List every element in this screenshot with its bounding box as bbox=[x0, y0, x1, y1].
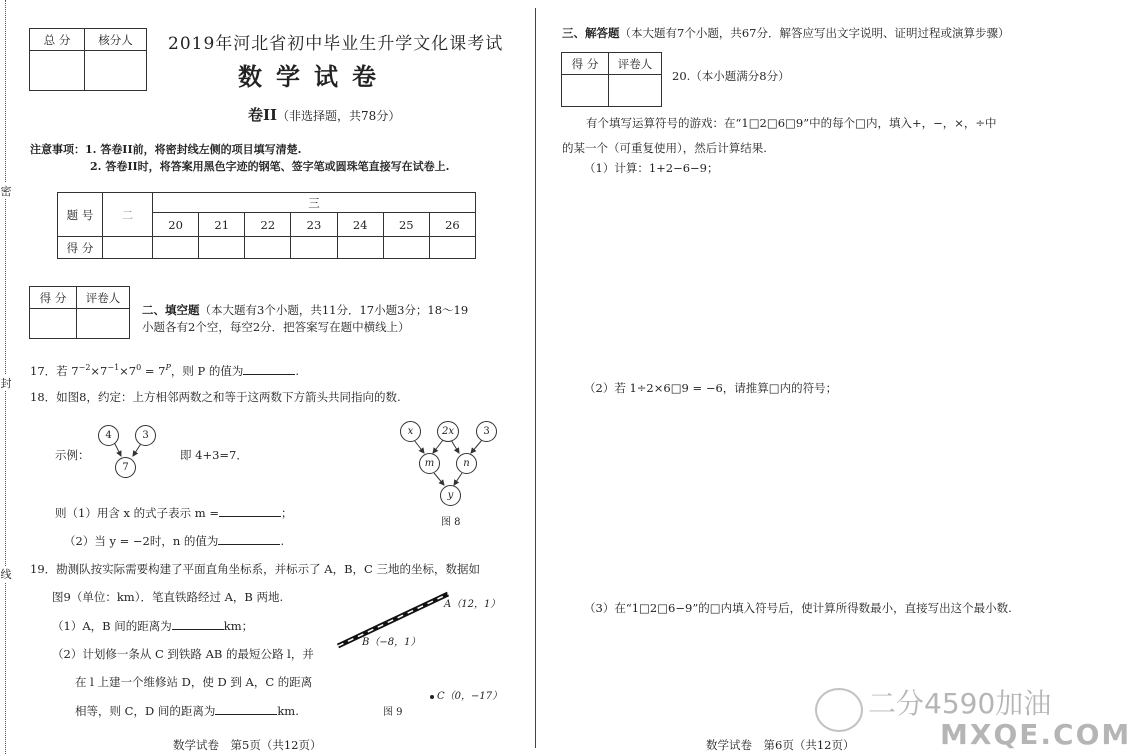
point-A-label: A（12，1） bbox=[444, 599, 501, 610]
section-3-heading: 三、解答题 bbox=[562, 26, 620, 40]
fill-heading: 二、填空题 bbox=[142, 303, 200, 317]
score-cell[interactable] bbox=[199, 237, 245, 259]
figure-8-label: 图 8 bbox=[441, 517, 461, 528]
fig8-arrow bbox=[434, 473, 444, 485]
fig8-arrow bbox=[471, 440, 482, 453]
q18-1-text: 则（1）用含 x 的式子表示 m = bbox=[55, 506, 219, 520]
question-20-title: 20.（本小题满分8分） bbox=[672, 69, 790, 83]
grader-name-cell[interactable] bbox=[609, 75, 662, 107]
question-20-intro-1: 有个填写运算符号的游戏：在“1□2□6□9”中的每个□内，填入+，−，×，÷中 bbox=[586, 116, 997, 130]
figure-9-label: 图 9 bbox=[383, 707, 403, 718]
question-19-2-line-1: （2）计划修一条从 C 到铁路 AB 的最短公路 l，并 bbox=[52, 647, 314, 661]
watermark-text: 二分4590加油 bbox=[868, 687, 1052, 720]
question-20-2: （2）若 1÷2×6□9 = −6，请推算□内的符号； bbox=[584, 381, 838, 395]
score-cell[interactable] bbox=[153, 237, 199, 259]
q17-end: . bbox=[295, 363, 300, 378]
example-node-3: 3 bbox=[135, 425, 156, 446]
question-number: 20 bbox=[153, 213, 199, 237]
example-node-4: 4 bbox=[98, 425, 119, 446]
question-20-intro-2: 的某一个（可重复使用），然后计算结果. bbox=[562, 141, 767, 155]
question-19-2-line-2: 在 l 上建一个维修站 D，使 D 到 A，C 的距离 bbox=[75, 675, 313, 689]
page-divider bbox=[535, 8, 536, 748]
q17-answer-blank[interactable] bbox=[243, 363, 295, 375]
fill-heading-line bbox=[142, 303, 468, 317]
fig8-node-m: m bbox=[419, 453, 440, 474]
q19-2-answer-blank[interactable] bbox=[215, 703, 277, 715]
question-number: 23 bbox=[291, 213, 337, 237]
question-19-line-2: 图9（单位：km）．笔直铁路经过 A，B 两地. bbox=[52, 590, 284, 604]
q17-exp-1: −2 bbox=[78, 363, 91, 372]
q17-part-e: ，则 P 的值为 bbox=[170, 363, 244, 378]
fig8-arrow bbox=[433, 440, 443, 453]
section-3-desc: （本大题有7个小题，共67分．解答应写出文字说明、证明过程或演算步骤） bbox=[619, 26, 1010, 40]
score-cell[interactable] bbox=[383, 237, 429, 259]
grader-box-left bbox=[29, 286, 130, 339]
q17-part-d: = 7 bbox=[141, 363, 166, 378]
question-18-2 bbox=[64, 533, 284, 548]
example-arrow-left bbox=[114, 442, 121, 456]
q17-part-c: ×7 bbox=[119, 363, 137, 378]
score-cell[interactable] bbox=[291, 237, 337, 259]
right-footer: 数学试卷 第6页（共12页） bbox=[706, 738, 855, 752]
question-19-line-1: 19．勘测队按实际需要构建了平面直角坐标系，并标示了 A，B，C 三地的坐标，数据如 bbox=[30, 562, 480, 576]
q19-2-text: 相等，则 C，D 间的距离为 bbox=[75, 704, 216, 718]
watermark-site: MXQE.COM bbox=[940, 718, 1131, 751]
score-cell[interactable] bbox=[103, 237, 153, 259]
seal-char-feng: 封 bbox=[0, 377, 12, 390]
fig8-arrow bbox=[451, 440, 459, 453]
grader-score-header: 得 分 bbox=[562, 53, 609, 75]
question-19-1 bbox=[52, 618, 253, 633]
q18-1-answer-blank[interactable] bbox=[219, 505, 281, 517]
q17-part-a: 17．若 7 bbox=[30, 363, 79, 378]
seal-char-xian: 线 bbox=[0, 568, 12, 581]
point-B-label: B（−8，1） bbox=[362, 637, 421, 648]
q19-1-end: km； bbox=[223, 619, 254, 633]
fig8-arrow bbox=[454, 473, 462, 485]
grader-name-header: 评卷人 bbox=[609, 53, 662, 75]
q18-1-end: ； bbox=[280, 506, 293, 520]
example-text: 即 4+3=7． bbox=[180, 448, 248, 462]
subject-title: 数学试卷 bbox=[238, 62, 390, 91]
fig8-node-2x: 2x bbox=[437, 421, 459, 442]
fig8-node-x: x bbox=[400, 421, 421, 442]
row-label-question-no: 题 号 bbox=[58, 193, 103, 237]
notice-1: 注意事项：1. 答卷II前，将密封线左侧的项目填写清楚. bbox=[30, 143, 302, 156]
grader-score-cell[interactable] bbox=[30, 309, 77, 339]
question-18: 18．如图8，约定：上方相邻两数之和等于这两数下方箭头共同指向的数. bbox=[30, 390, 401, 404]
seal-char-mi: 密 bbox=[0, 185, 12, 198]
grader-score-cell[interactable] bbox=[562, 75, 609, 107]
checker-header: 核分人 bbox=[85, 29, 147, 51]
total-score-cell[interactable] bbox=[30, 51, 85, 91]
question-18-1 bbox=[55, 505, 292, 520]
fill-desc-1: （本大题有3个小题，共11分．17小题3分；18～19 bbox=[199, 303, 469, 317]
left-footer: 数学试卷 第5页（共12页） bbox=[173, 738, 322, 752]
question-number: 22 bbox=[245, 213, 291, 237]
section-2-header: 二 bbox=[103, 193, 153, 237]
total-score-header: 总 分 bbox=[30, 29, 85, 51]
q18-2-end: . bbox=[280, 534, 285, 548]
point-C-dot bbox=[430, 695, 434, 699]
example-label: 示例： bbox=[55, 448, 90, 462]
part-heading bbox=[248, 106, 400, 125]
q17-exp-3: 0 bbox=[136, 363, 142, 372]
notice-2: 2. 答卷II时，将答案用黑色字迹的钢笔、签字笔或圆珠笔直接写在试卷上. bbox=[90, 160, 450, 173]
q19-1-answer-blank[interactable] bbox=[172, 618, 224, 630]
q19-1-text: （1）A，B 间的距离为 bbox=[52, 619, 172, 633]
grader-score-header: 得 分 bbox=[30, 287, 77, 309]
example-node-7: 7 bbox=[115, 457, 136, 478]
question-number: 21 bbox=[199, 213, 245, 237]
q18-2-text: （2）当 y = −2时，n 的值为 bbox=[64, 534, 219, 548]
question-20-1: （1）计算：1+2−6−9； bbox=[584, 161, 719, 175]
fig8-node-y: y bbox=[440, 485, 461, 506]
fig8-arrow bbox=[414, 440, 424, 453]
score-cell[interactable] bbox=[245, 237, 291, 259]
checker-cell[interactable] bbox=[85, 51, 147, 91]
question-number: 24 bbox=[337, 213, 383, 237]
q17-exp-2: −1 bbox=[107, 363, 120, 372]
row-label-score: 得 分 bbox=[58, 237, 103, 259]
section-3-heading-line bbox=[562, 26, 1009, 40]
score-cell[interactable] bbox=[337, 237, 383, 259]
q17-exp-4: P bbox=[165, 363, 171, 372]
point-C-label: C（0，−17） bbox=[437, 691, 503, 702]
fig8-node-3: 3 bbox=[476, 421, 497, 442]
score-cell[interactable] bbox=[429, 237, 475, 259]
question-17 bbox=[30, 361, 299, 378]
q18-2-answer-blank[interactable] bbox=[218, 533, 280, 545]
fill-desc-2: 小题各有2个空，每空2分．把答案写在题中横线上） bbox=[142, 320, 410, 334]
exam-title: 2019年河北省初中毕业生升学文化课考试 bbox=[168, 34, 504, 54]
wechat-icon bbox=[815, 688, 863, 732]
part-note: （非选择题，共78分） bbox=[277, 109, 401, 123]
q19-2-end: km. bbox=[277, 704, 299, 718]
total-score-box bbox=[29, 28, 147, 91]
fig8-node-n: n bbox=[456, 453, 477, 474]
score-table bbox=[57, 192, 476, 259]
question-20-3: （3）在“1□2□6−9”的□内填入符号后，使计算所得数最小，直接写出这个最小数. bbox=[584, 601, 1012, 615]
question-number: 25 bbox=[383, 213, 429, 237]
q17-part-b: ×7 bbox=[90, 363, 108, 378]
question-19-2-line-3 bbox=[75, 703, 299, 718]
grader-name-header: 评卷人 bbox=[77, 287, 130, 309]
part-label: 卷II bbox=[248, 106, 278, 124]
question-number: 26 bbox=[429, 213, 475, 237]
grader-name-cell[interactable] bbox=[77, 309, 130, 339]
section-3-header: 三 bbox=[153, 193, 476, 213]
grader-box-right bbox=[561, 52, 662, 107]
